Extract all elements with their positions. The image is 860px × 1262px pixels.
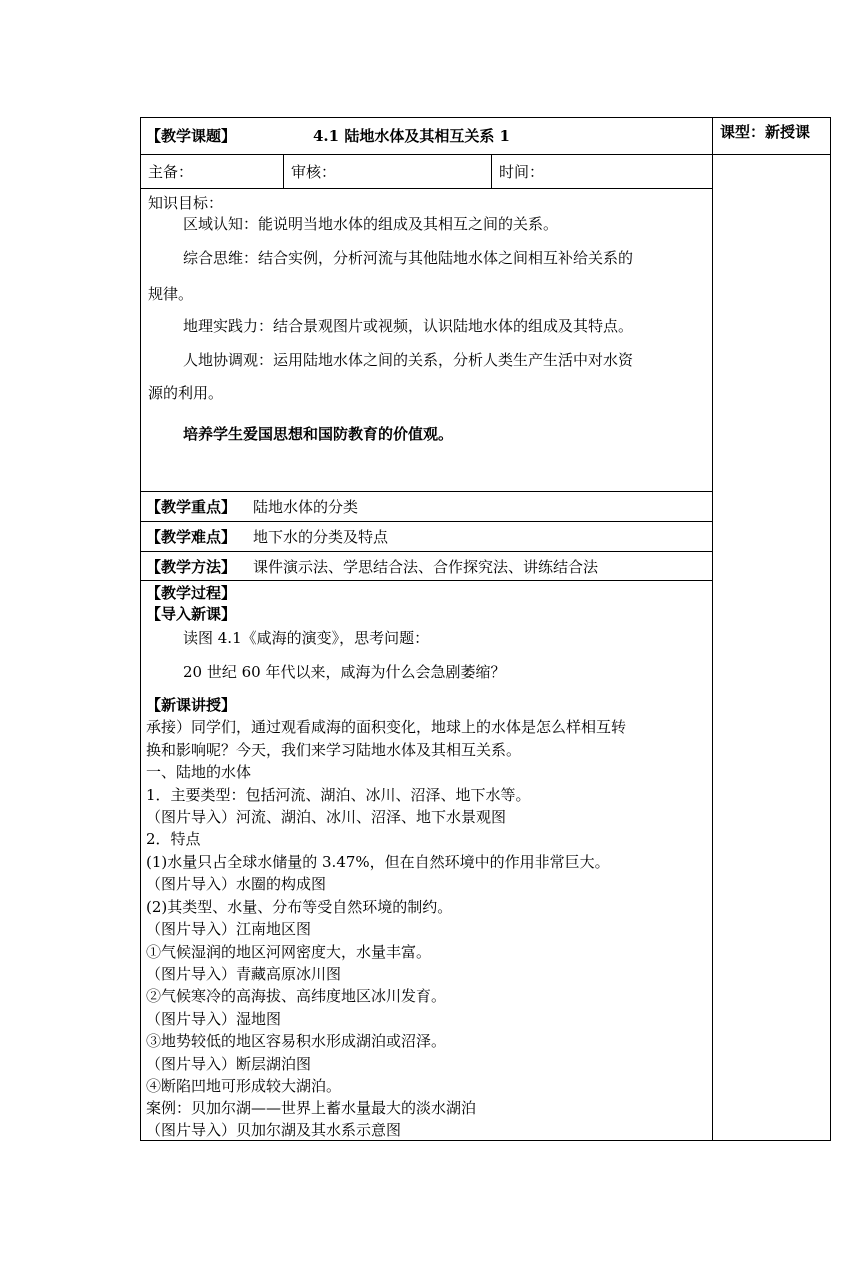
row-divider <box>140 521 713 522</box>
preparer-label: 主备： <box>148 163 194 181</box>
lesson-line: （图片导入）水圈的构成图 <box>146 875 327 893</box>
objective-line: 规律。 <box>148 285 194 303</box>
title-label: 【教学课题】 <box>146 127 237 145</box>
key-point-label: 【教学重点】 <box>146 498 237 516</box>
time-label: 时间： <box>499 163 545 181</box>
key-point-text: 陆地水体的分类 <box>253 498 359 516</box>
lesson-line: （图片导入）湿地图 <box>146 1010 282 1028</box>
lesson-line: 1．主要类型：包括河流、湖泊、冰川、沼泽、地下水等。 <box>146 786 531 804</box>
lesson-line: 一、陆地的水体 <box>146 763 252 781</box>
method-label: 【教学方法】 <box>146 558 237 576</box>
process-heading: 【教学过程】 <box>146 584 237 602</box>
lesson-line: （图片导入）断层湖泊图 <box>146 1055 312 1073</box>
intro-heading: 【导入新课】 <box>146 605 237 623</box>
objective-line: 综合思维：结合实例，分析河流与其他陆地水体之间相互补给关系的 <box>183 249 634 267</box>
objective-line: 区域认知：能说明当地水体的组成及其相互之间的关系。 <box>183 215 559 233</box>
objective-line: 地理实践力：结合景观图片或视频，认识陆地水体的组成及其特点。 <box>183 317 634 335</box>
objective-line: 源的利用。 <box>148 384 224 402</box>
lesson-type: 课型：新授课 <box>720 123 811 141</box>
lesson-line: ③地势较低的地区容易积水形成湖泊或沼泽。 <box>146 1032 447 1050</box>
lesson-line: ①气候湿润的地区河网密度大，水量丰富。 <box>146 943 432 961</box>
meta-divider <box>283 154 284 188</box>
lesson-line: 换和影响呢？今天，我们来学习陆地水体及其相互关系。 <box>146 741 522 759</box>
lesson-line: （图片导入）贝加尔湖及其水系示意图 <box>146 1121 402 1139</box>
intro-line: 读图 4.1《咸海的演变》，思考问题： <box>183 629 430 647</box>
lesson-line: (2)其类型、水量、分布等受自然环境的制约。 <box>146 898 453 916</box>
row-divider <box>140 188 713 189</box>
meta-divider <box>491 154 492 188</box>
row-divider <box>140 491 713 492</box>
lesson-line: （图片导入）青藏高原冰川图 <box>146 965 342 983</box>
reviewer-label: 审核： <box>291 163 337 181</box>
lesson-line: （图片导入）江南地区图 <box>146 920 312 938</box>
lesson-type-divider <box>712 154 831 155</box>
difficulty-text: 地下水的分类及特点 <box>253 528 389 546</box>
intro-line: 20 世纪 60 年代以来，咸海为什么会急剧萎缩？ <box>183 663 506 681</box>
lesson-line: (1)水量只占全球水储量的 3.47%，但在自然环境中的作用非常巨大。 <box>146 853 610 871</box>
objective-line: 人地协调观：运用陆地水体之间的关系，分析人类生产生活中对水资 <box>183 351 634 369</box>
objectives-heading: 知识目标： <box>148 194 224 212</box>
lesson-line: ②气候寒冷的高海拔、高纬度地区冰川发育。 <box>146 987 447 1005</box>
method-text: 课件演示法、学思结合法、合作探究法、讲练结合法 <box>253 558 599 576</box>
values-objective: 培养学生爱国思想和国防教育的价值观。 <box>183 425 454 443</box>
lesson-line: 案例：贝加尔湖——世界上蓄水量最大的淡水湖泊 <box>146 1099 477 1117</box>
new-lesson-heading: 【新课讲授】 <box>146 696 237 714</box>
row-divider <box>140 580 713 581</box>
lesson-line: （图片导入）河流、湖泊、冰川、沼泽、地下水景观图 <box>146 808 507 826</box>
row-divider <box>140 154 713 155</box>
lesson-line: ④断陷凹地可形成较大湖泊。 <box>146 1077 342 1095</box>
lesson-line: 2．特点 <box>146 830 201 848</box>
lesson-type-column <box>712 117 831 1141</box>
lesson-title: 4.1 陆地水体及其相互关系 1 <box>313 127 510 145</box>
row-divider <box>140 551 713 552</box>
lesson-line: 承接）同学们，通过观看咸海的面积变化，地球上的水体是怎么样相互转 <box>146 718 627 736</box>
difficulty-label: 【教学难点】 <box>146 528 237 546</box>
